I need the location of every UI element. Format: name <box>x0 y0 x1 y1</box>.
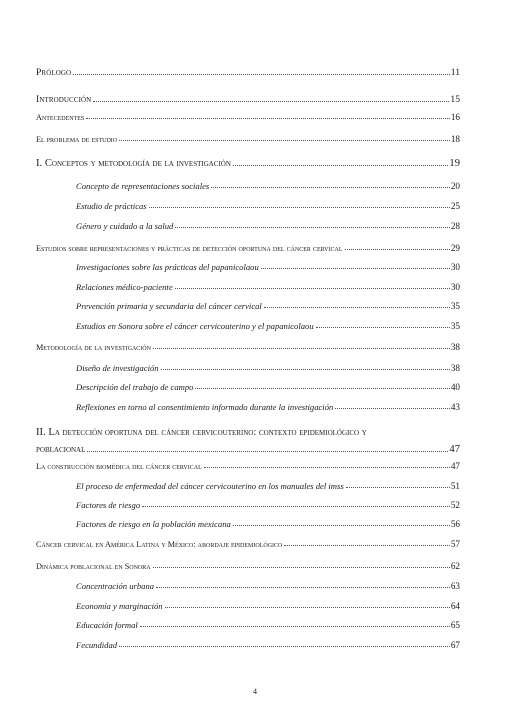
dot-leader <box>175 288 450 289</box>
toc-entry-cancer-al[interactable] <box>36 539 460 549</box>
dot-leader <box>284 545 449 546</box>
toc-entry-title: Género y cuidado a la salud <box>76 221 174 231</box>
dot-leader <box>86 118 450 119</box>
toc-entry-antecedentes[interactable] <box>36 112 460 122</box>
toc-entry-title: Fecundidad <box>76 640 118 650</box>
dot-leader <box>73 74 450 75</box>
toc-entry-page: 63 <box>450 581 460 591</box>
toc-entry-concepto[interactable] <box>76 181 460 191</box>
toc-entry-page: 29 <box>450 243 460 253</box>
toc-entry-dinamica[interactable] <box>36 561 460 571</box>
dot-leader <box>161 369 450 370</box>
toc-entry-page: 51 <box>450 481 460 491</box>
toc-entry-factores[interactable] <box>76 500 460 510</box>
toc-entry-page: 15 <box>450 94 460 105</box>
toc-entry-title: Descripción del trabajo de campo <box>76 382 194 392</box>
toc-entry-relaciones[interactable] <box>76 282 460 292</box>
dot-leader <box>87 451 448 452</box>
toc-entry-estudio-practicas[interactable] <box>76 201 460 211</box>
toc-entry-title: Estudio de prácticas <box>76 201 147 211</box>
dot-leader <box>175 227 450 228</box>
dot-leader <box>264 307 450 308</box>
toc-entry-title: Economía y marginación <box>76 601 163 611</box>
toc-entry-title: Prevención primaria y secundaria del cáncer cervical <box>76 301 262 311</box>
toc-entry-page: 28 <box>450 221 460 231</box>
toc-entry-title: Educación formal <box>76 620 138 630</box>
toc-entry-page: 25 <box>450 201 460 211</box>
dot-leader <box>233 165 448 166</box>
toc-entry-metodologia[interactable] <box>36 342 460 352</box>
dot-leader <box>261 268 450 269</box>
dot-leader <box>140 626 450 627</box>
toc-entry-page: 67 <box>450 640 460 650</box>
toc-entry-page: 16 <box>450 112 460 122</box>
toc-entry-page: 56 <box>450 519 460 529</box>
toc-entry-title: Investigaciones sobre las prácticas del papanicolaou <box>76 262 259 272</box>
toc-entry-title: La construcción biomédica del cáncer cervical <box>36 462 202 471</box>
toc-entry-cap1[interactable] <box>36 158 460 169</box>
dot-leader <box>211 187 450 188</box>
toc-entry-title: Antecedentes <box>36 113 85 122</box>
toc-entry-cap2-line1: II. La detección oportuna del cáncer cervicouterino: contexto epidemiológico y <box>36 427 367 438</box>
toc-entry-fecundidad[interactable] <box>76 640 460 650</box>
dot-leader <box>316 327 450 328</box>
toc-entry-title: Metodología de la investigación <box>36 343 151 352</box>
toc-entry-genero[interactable] <box>76 221 460 231</box>
dot-leader <box>346 487 450 488</box>
dot-leader <box>142 506 450 507</box>
toc-entry-page: 65 <box>450 620 460 630</box>
toc-entry-descripcion[interactable] <box>76 382 460 392</box>
toc-entry-page: 52 <box>450 500 460 510</box>
toc-entry-educacion[interactable] <box>76 620 460 630</box>
toc-entry-title: Cáncer cervical en América Latina y México: abordaje epidemiológico <box>36 540 283 549</box>
toc-entry-title: El problema de estudio <box>36 135 118 144</box>
toc-entry-investigaciones[interactable] <box>76 262 460 272</box>
toc-entry-concentracion[interactable] <box>76 581 460 591</box>
toc-entry-page: 19 <box>449 158 460 169</box>
toc-entry-title: Estudios en Sonora sobre el cáncer cervicouterino y el papanicolaou <box>76 321 314 331</box>
dot-leader <box>119 140 450 141</box>
toc-entry-estudios-sonora[interactable] <box>76 321 460 331</box>
dot-leader <box>153 348 450 349</box>
toc-entry-page: 30 <box>450 262 460 272</box>
toc-entry-page: 40 <box>450 382 460 392</box>
toc-entry-estudios-rep[interactable] <box>36 243 460 253</box>
toc-entry-title: Diseño de investigación <box>76 363 159 373</box>
toc-entry-page: 35 <box>450 321 460 331</box>
toc-entry-cap2[interactable] <box>36 444 460 455</box>
toc-entry-title: Dinámica poblacional en Sonora <box>36 562 151 571</box>
toc-entry-reflexiones[interactable] <box>76 402 460 412</box>
toc-entry-title: I. Conceptos y metodología de la investigación <box>36 158 231 169</box>
dot-leader <box>233 525 450 526</box>
toc-entry-prologo[interactable] <box>36 67 460 78</box>
toc-entry-page: 64 <box>450 601 460 611</box>
toc-entry-title: Relaciones médico-paciente <box>76 282 173 292</box>
toc-entry-title: El proceso de enfermedad del cáncer cervicouterino en los manuales del imss <box>76 481 344 491</box>
toc-entry-page: 38 <box>450 363 460 373</box>
toc-entry-page: 47 <box>449 444 460 455</box>
dot-leader <box>345 249 450 250</box>
toc-entry-title: Factores de riesgo <box>76 500 141 510</box>
toc-entry-title: Estudios sobre representaciones y prácticas de detección oportuna del cáncer cervical <box>36 244 343 253</box>
toc-entry-title: Introducción <box>36 94 92 105</box>
dot-leader <box>335 408 450 409</box>
toc-entry-factores-mex[interactable] <box>76 519 460 529</box>
dot-leader <box>119 646 450 647</box>
dot-leader <box>204 467 450 468</box>
dot-leader <box>153 567 450 568</box>
dot-leader <box>149 207 450 208</box>
toc-entry-page: 30 <box>450 282 460 292</box>
toc-entry-diseno[interactable] <box>76 363 460 373</box>
toc-entry-introduccion[interactable] <box>36 94 460 105</box>
toc-entry-page: 43 <box>450 402 460 412</box>
dot-leader <box>165 607 450 608</box>
toc-entry-page: 47 <box>450 461 460 471</box>
toc-entry-economia[interactable] <box>76 601 460 611</box>
dot-leader <box>156 587 450 588</box>
toc-entry-page: 11 <box>450 67 460 78</box>
dot-leader <box>93 101 449 102</box>
toc-entry-title: Factores de riesgo en la población mexicana <box>76 519 231 529</box>
toc-entry-title: poblacional <box>36 444 86 455</box>
toc-entry-page: 18 <box>450 134 460 144</box>
toc-entry-construccion[interactable] <box>36 461 460 471</box>
toc-entry-title: Concentración urbana <box>76 581 155 591</box>
toc-entry-page: 62 <box>450 561 460 571</box>
page-number: 4 <box>253 687 257 696</box>
dot-leader <box>195 388 449 389</box>
toc-entry-proceso[interactable] <box>76 481 460 491</box>
toc-entry-title: Concepto de representaciones sociales <box>76 181 210 191</box>
toc-entry-page: 35 <box>450 301 460 311</box>
toc-entry-problema[interactable] <box>36 134 460 144</box>
toc-entry-prevencion[interactable] <box>76 301 460 311</box>
toc-entry-page: 20 <box>450 181 460 191</box>
toc-entry-page: 57 <box>450 539 460 549</box>
toc-entry-page: 38 <box>450 342 460 352</box>
toc-entry-title: Reflexiones en torno al consentimiento informado durante la investigación <box>76 402 334 412</box>
toc-entry-title: Prólogo <box>36 67 72 78</box>
